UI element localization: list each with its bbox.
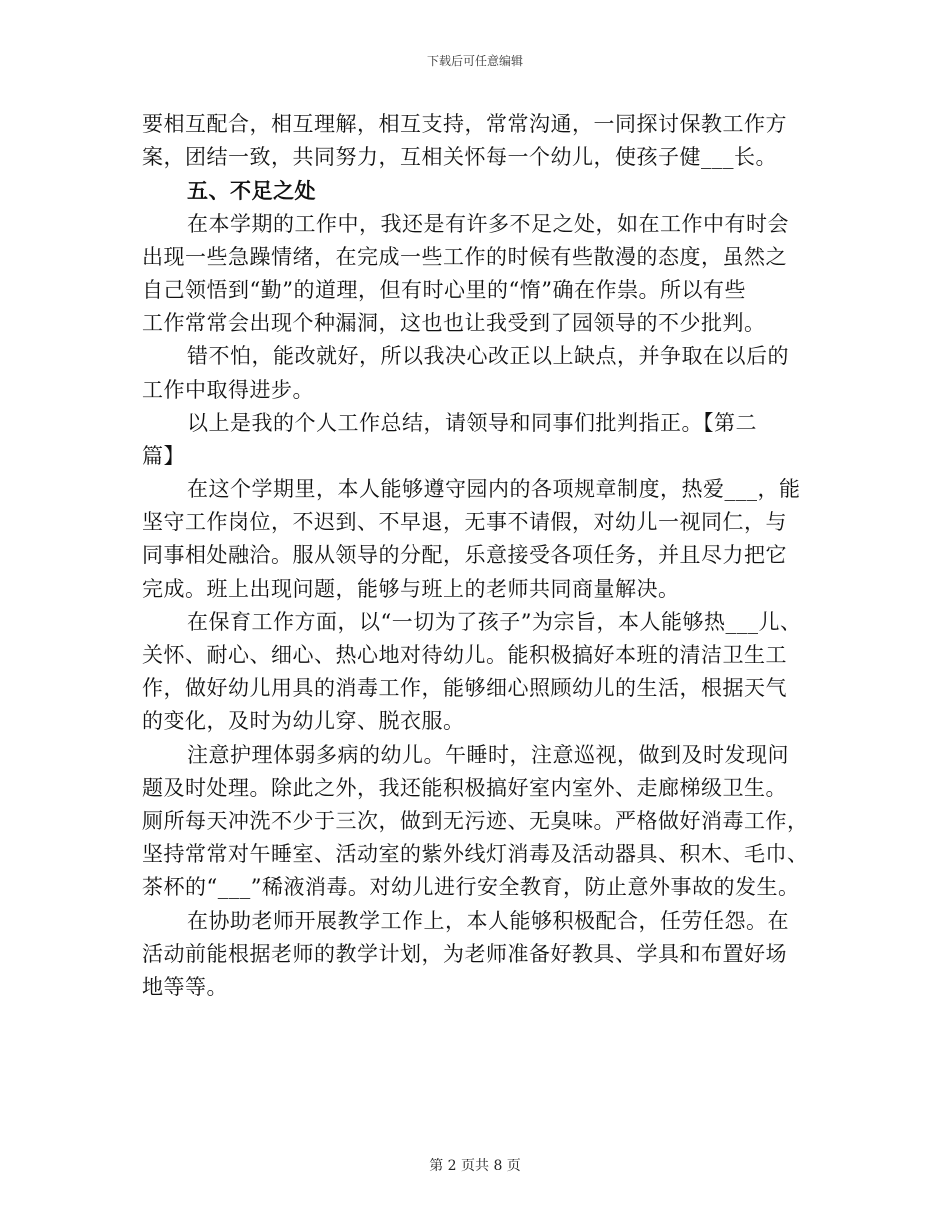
text-line: 在协助老师开展教学工作上，本人能够积极配合，任劳任怨。在 xyxy=(187,908,789,933)
text-line: 在本学期的工作中，我还是有许多不足之处，如在工作中有时会 xyxy=(187,211,789,236)
text-line: 工作中取得进步。 xyxy=(142,377,314,402)
text-line: 厕所每天冲洗不少于三次，做到无污迹、无臭味。严格做好消毒工作， xyxy=(142,808,809,833)
text-line: 案，团结一致，共同努力，互相关怀每一个幼儿，使孩子健___长。 xyxy=(142,145,777,170)
page-header: 下载后可任意编辑 xyxy=(426,54,523,68)
text-line: 在保育工作方面，以“一切为了孩子”为宗旨，本人能够热___儿、 xyxy=(187,609,802,634)
text-line: 以上是我的个人工作总结，请领导和同事们批判指正。【第二 xyxy=(187,410,757,435)
text-line: 活动前能根据老师的教学计划，为老师准备好教具、学具和布置好场 xyxy=(142,941,787,966)
text-line: 题及时处理。除此之外，我还能积极搞好室内室外、走廊梯级卫生。 xyxy=(142,775,787,800)
text-line: 作，做好幼儿用具的消毒工作，能够细心照顾幼儿的生活，根据天气 xyxy=(142,676,787,701)
text-line: 的变化，及时为幼儿穿、脱衣服。 xyxy=(142,709,465,734)
text-line: 关怀、耐心、细心、热心地对待幼儿。能积极搞好本班的清洁卫生工 xyxy=(142,643,787,667)
text-line: 出现一些急躁情绪，在完成一些工作的时候有些散漫的态度，虽然之 xyxy=(142,244,787,269)
text-line: 同事相处融洽。服从领导的分配，乐意接受各项任务，并且尽力把它 xyxy=(142,543,787,568)
text-line: 坚持常常对午睡室、活动室的紫外线灯消毒及活动器具、积木、毛巾、 xyxy=(142,842,809,867)
text-line: 完成。班上出现问题，能够与班上的老师共同商量解决。 xyxy=(142,576,680,601)
text-line: 错不怕，能改就好，所以我决心改正以上缺点，并争取在以后的 xyxy=(187,344,789,369)
text-line: 要相互配合，相互理解，相互支持，常常沟通，一同探讨保教工作方 xyxy=(142,112,787,136)
text-line: 自己领悟到“勤”的道理，但有时心里的“惰”确在作祟。所以有些 xyxy=(142,277,746,302)
text-line: 注意护理体弱多病的幼儿。午睡时，注意巡视，做到及时发现问 xyxy=(187,742,789,767)
text-line: 工作常常会出现个种漏洞，这也也让我受到了园领导的不少批判。 xyxy=(142,311,766,336)
text-line: 在这个学期里，本人能够遵守园内的各项规章制度，热爱___，能 xyxy=(187,477,801,502)
text-line: 坚守工作岗位，不迟到、不早退，无事不请假，对幼儿一视同仁，与 xyxy=(142,510,787,535)
section-heading: 五、不足之处 xyxy=(187,178,316,204)
text-line: 茶杯的“___”稀液消毒。对幼儿进行安全教育，防止意外事故的发生。 xyxy=(142,875,800,900)
text-line: 篇】 xyxy=(142,443,185,468)
text-line: 地等等。 xyxy=(142,974,228,999)
document-body xyxy=(142,108,832,1004)
page-footer: 第 2 页共 8 页 xyxy=(429,1158,521,1174)
